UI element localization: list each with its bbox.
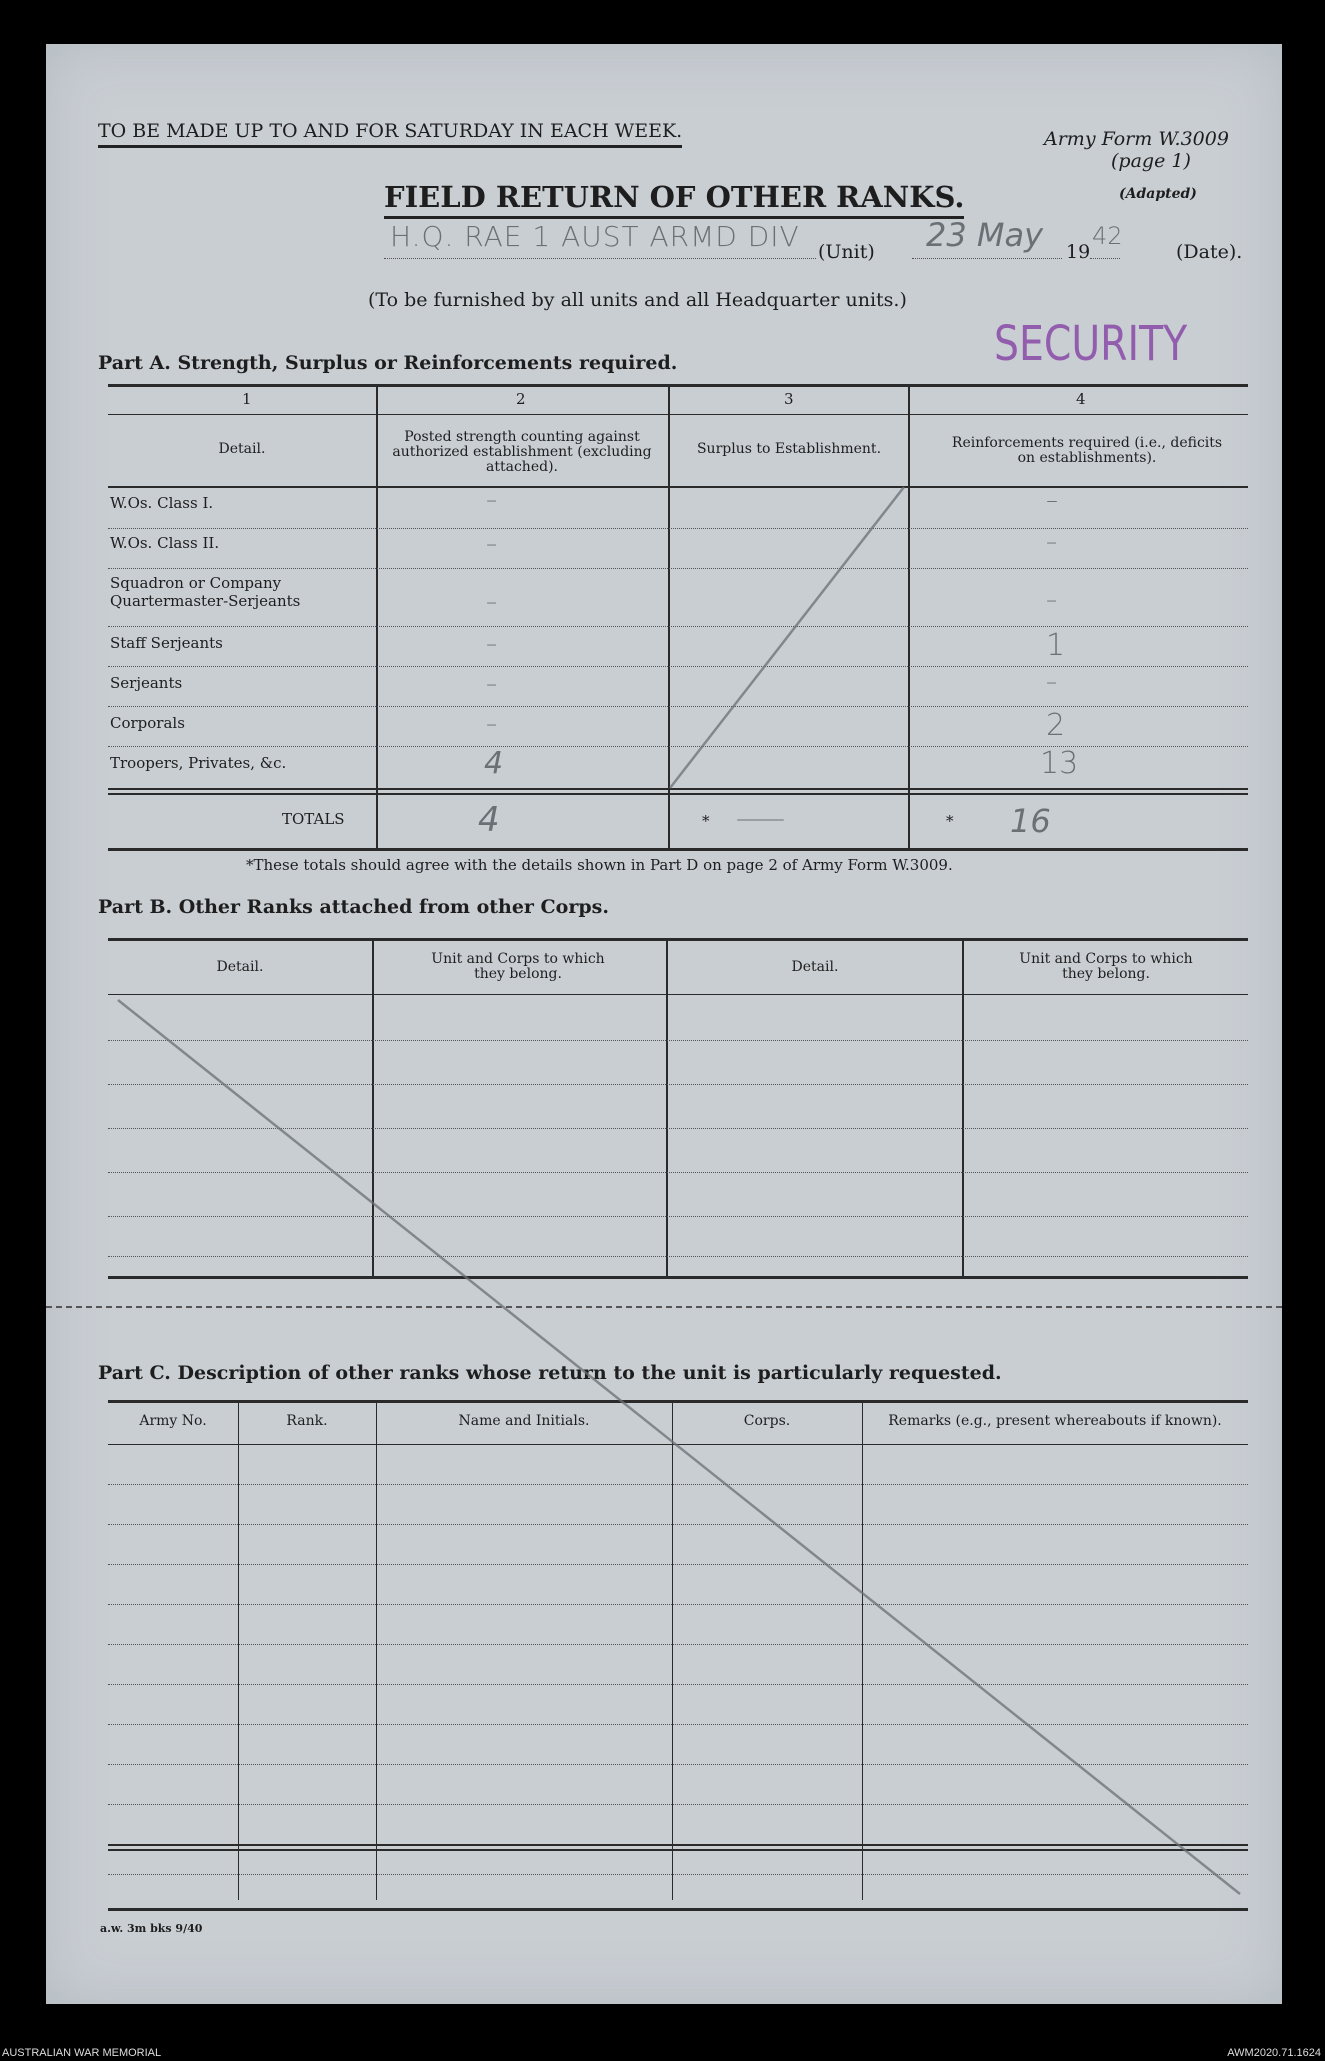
year-prefix: 19	[1066, 241, 1091, 263]
row-detail: Staff Serjeants	[110, 634, 223, 652]
row-reinforcements: –	[1046, 486, 1058, 514]
row-detail: Serjeants	[110, 674, 183, 692]
part-b-header-unit: Unit and Corps to which they belong.	[431, 951, 605, 982]
form-title: FIELD RETURN OF OTHER RANKS.	[384, 180, 964, 219]
totals-note: *These totals should agree with the details shown in Part D on page 2 of Army Form W.3009.	[246, 856, 953, 874]
row-posted: 4	[484, 746, 504, 781]
form-number: Army Form W.3009	[1044, 128, 1229, 150]
part-c-header-army-no: Army No.	[139, 1413, 207, 1429]
row-detail: Squadron or Company Quartermaster-Serjeants	[110, 574, 301, 610]
row-reinforcements: 13	[1040, 746, 1079, 781]
totals-label: TOTALS	[282, 810, 345, 828]
totals-reinf-asterisk: *	[946, 812, 954, 830]
col-header-detail: Detail.	[218, 441, 266, 457]
part-b-title: Part B. Other Ranks attached from other Corps.	[98, 896, 609, 918]
date-label: (Date).	[1176, 241, 1243, 263]
totals-reinforcements: 16	[1010, 802, 1051, 840]
part-c-header-corps: Corps.	[743, 1413, 791, 1429]
row-posted: –	[486, 590, 497, 615]
part-c-title: Part C. Description of other ranks whose return to the unit is particularly requested.	[98, 1362, 1002, 1384]
instruction-heading: TO BE MADE UP TO AND FOR SATURDAY IN EACH WEEK.	[98, 120, 682, 148]
page-number: (page 1)	[1111, 150, 1191, 172]
furnish-note: (To be furnished by all units and all Headquarter units.)	[368, 289, 907, 311]
col-header-posted: Posted strength counting against authorized establishment (excluding attached).	[392, 429, 652, 475]
col-number-2: 2	[516, 390, 526, 408]
security-stamp: SECURITY	[994, 316, 1188, 372]
form-sheet	[46, 44, 1282, 2004]
part-b-header-detail-2: Detail.	[791, 959, 839, 975]
year-suffix: 42	[1092, 222, 1123, 250]
row-reinforcements: 1	[1046, 628, 1066, 663]
row-posted: –	[486, 532, 497, 557]
row-detail: Troopers, Privates, &c.	[110, 754, 287, 772]
totals-posted: 4	[478, 800, 500, 840]
print-code: a.w. 3m bks 9/40	[100, 1922, 203, 1935]
row-reinforcements: 2	[1046, 708, 1066, 743]
row-reinforcements: –	[1046, 588, 1057, 613]
col-number-3: 3	[784, 390, 794, 408]
col-number-4: 4	[1076, 390, 1086, 408]
col-header-surplus: Surplus to Establishment.	[696, 441, 882, 457]
col-header-reinforcements: Reinforcements required (i.e., deficits on establishments).	[951, 435, 1223, 466]
footer-right: AWM2020.71.1624	[1227, 2047, 1321, 2059]
row-detail: W.Os. Class I.	[110, 494, 214, 512]
adapted-label: (Adapted)	[1119, 186, 1197, 202]
row-posted: –	[486, 632, 497, 657]
unit-value: H.Q. RAE 1 AUST ARMD DIV	[390, 220, 800, 253]
pencil-strikethrough	[46, 44, 1282, 2004]
row-reinforcements: –	[1046, 530, 1057, 555]
totals-surplus-asterisk: *	[702, 812, 710, 830]
row-detail: Corporals	[110, 714, 185, 732]
part-b-header-unit-2: Unit and Corps to which they belong.	[1019, 951, 1193, 982]
unit-label: (Unit)	[818, 241, 875, 263]
part-b-header-detail: Detail.	[216, 959, 264, 975]
row-posted: –	[486, 712, 497, 737]
part-a-title: Part A. Strength, Surplus or Reinforcements required.	[98, 352, 678, 374]
part-c-header-rank: Rank.	[286, 1413, 328, 1429]
col-number-1: 1	[242, 390, 252, 408]
part-c-header-name: Name and Initials.	[458, 1413, 590, 1429]
row-reinforcements: –	[1046, 670, 1057, 695]
row-posted: –	[486, 488, 497, 513]
row-detail: W.Os. Class II.	[110, 534, 220, 552]
date-value: 23 May	[926, 216, 1044, 254]
footer-left: AUSTRALIAN WAR MEMORIAL	[2, 2047, 162, 2059]
row-posted: –	[486, 672, 497, 697]
totals-surplus: ——	[736, 804, 782, 834]
part-c-header-remarks: Remarks (e.g., present whereabouts if known).	[888, 1413, 1222, 1429]
